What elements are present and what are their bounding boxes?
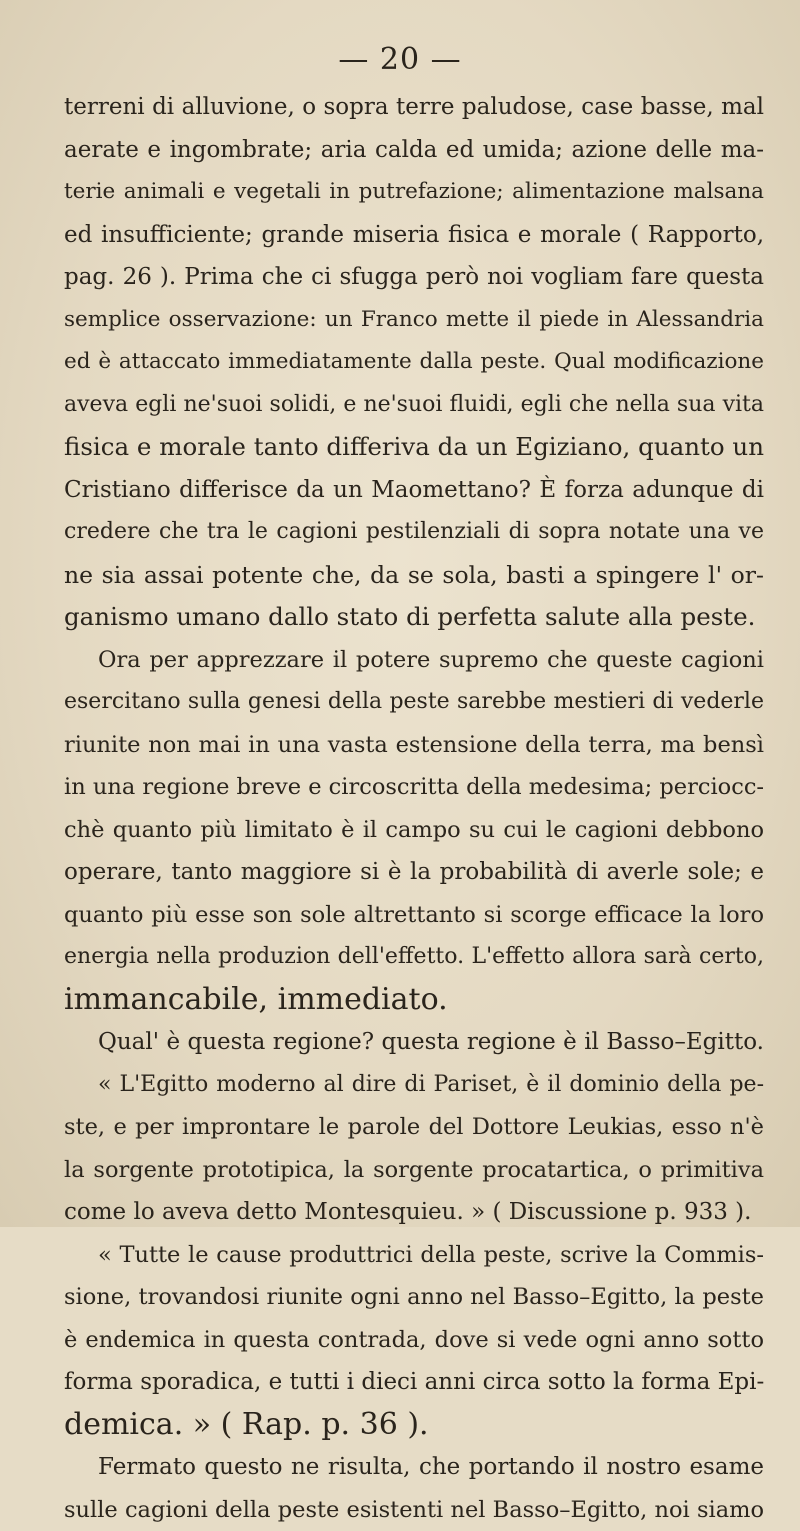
text-line: in una regione breve e circoscritta della medesima; perciocc- bbox=[64, 766, 764, 809]
text-line: Fermato questo ne risulta, che portando il nostro esame bbox=[64, 1446, 764, 1489]
text-line: quanto più esse son sole altrettanto si scorge efficace la loro bbox=[64, 894, 764, 937]
text-line: ed è attaccato immediatamente dalla peste. Qual modificazione bbox=[64, 341, 764, 384]
text-line: riunite non mai in una vasta estensione della terra, ma bensì bbox=[64, 724, 764, 767]
text-line: demica. » ( Rap. p. 36 ). bbox=[64, 1404, 764, 1447]
text-line: è endemica in questa contrada, dove si vede ogni anno sotto bbox=[64, 1319, 764, 1362]
text-line: sione, trovandosi riunite ogni anno nel Basso–Egitto, la peste bbox=[64, 1276, 764, 1319]
text-line: ste, e per improntare le parole del Dottore Leukias, esso n'è bbox=[64, 1106, 764, 1149]
text-line: immancabile, immediato. bbox=[64, 979, 764, 1022]
text-line: sulle cagioni della peste esistenti nel Basso–Egitto, noi siamo bbox=[64, 1489, 764, 1531]
text-line: fisica e morale tanto differiva da un Egiziano, quanto un bbox=[64, 426, 764, 469]
page-body-text bbox=[64, 86, 764, 1531]
text-line: come lo aveva detto Montesquieu. » ( Discussione p. 933 ). bbox=[64, 1191, 764, 1234]
text-line: aerate e ingombrate; aria calda ed umida; azione delle ma- bbox=[64, 129, 764, 172]
text-line: la sorgente prototipica, la sorgente procatartica, o primitiva bbox=[64, 1149, 764, 1192]
text-line: ganismo umano dallo stato di perfetta salute alla peste. bbox=[64, 596, 764, 639]
text-line: Ora per apprezzare il potere supremo che queste cagioni bbox=[64, 639, 764, 682]
text-line: operare, tanto maggiore si è la probabilità di averle sole; e bbox=[64, 851, 764, 894]
text-line: ed insufficiente; grande miseria fisica e morale ( Rapporto, bbox=[64, 214, 764, 257]
text-line: « Tutte le cause produttrici della peste, scrive la Commis- bbox=[64, 1234, 764, 1277]
text-line: forma sporadica, e tutti i dieci anni circa sotto la forma Epi- bbox=[64, 1361, 764, 1404]
text-line: pag. 26 ). Prima che ci sfugga però noi vogliam fare questa bbox=[64, 256, 764, 299]
text-line: aveva egli ne'suoi solidi, e ne'suoi fluidi, egli che nella sua vita bbox=[64, 384, 764, 427]
text-line: ne sia assai potente che, da se sola, basti a spingere l' or- bbox=[64, 554, 764, 597]
text-line: semplice osservazione: un Franco mette il piede in Alessandria bbox=[64, 299, 764, 342]
text-line: terreni di alluvione, o sopra terre paludose, case basse, mal bbox=[64, 86, 764, 129]
text-line: chè quanto più limitato è il campo su cui le cagioni debbono bbox=[64, 809, 764, 852]
page-number: — 20 — bbox=[0, 42, 800, 78]
text-line: « L'Egitto moderno al dire di Pariset, è il dominio della pe- bbox=[64, 1064, 764, 1107]
text-line: terie animali e vegetali in putrefazione; alimentazione malsana bbox=[64, 171, 764, 214]
text-line: Qual' è questa regione? questa regione è il Basso–Egitto. bbox=[64, 1021, 764, 1064]
text-line: energia nella produzion dell'effetto. L'effetto allora sarà certo, bbox=[64, 936, 764, 979]
text-line: Cristiano differisce da un Maomettano? È forza adunque di bbox=[64, 469, 764, 512]
text-line: esercitano sulla genesi della peste sarebbe mestieri di vederle bbox=[64, 681, 764, 724]
text-line: credere che tra le cagioni pestilenziali di sopra notate una ve bbox=[64, 511, 764, 554]
